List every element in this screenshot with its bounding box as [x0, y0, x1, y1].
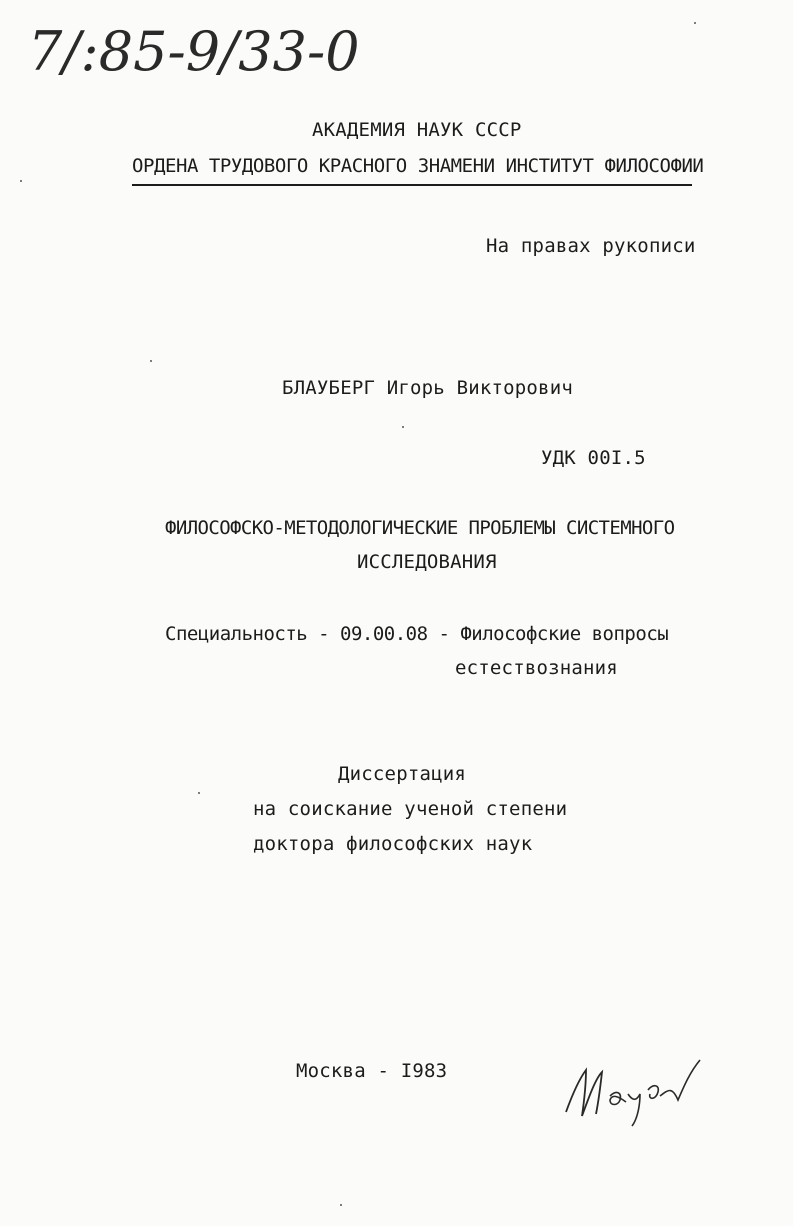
place-and-year: Москва - I983 — [296, 1060, 448, 1082]
scan-speck — [694, 22, 696, 24]
header-divider — [132, 184, 692, 186]
udk-code: УДК 00I.5 — [541, 447, 646, 469]
dissertation-title-line1: ФИЛОСОФСКО-МЕТОДОЛОГИЧЕСКИЕ ПРОБЛЕМЫ СИСТЕМНОГО — [165, 517, 675, 539]
academy-name: АКАДЕМИЯ НАУК СССР — [312, 119, 522, 141]
specialty-line2: естествознания — [455, 657, 618, 679]
author-name: БЛАУБЕРГ Игорь Викторович — [282, 377, 573, 399]
scan-speck — [340, 1204, 342, 1206]
scan-speck — [150, 360, 152, 362]
degree-line2: на соискание ученой степени — [253, 798, 568, 820]
scan-speck — [402, 426, 404, 428]
signature — [556, 1050, 716, 1130]
archive-code-text: 7/:85-9/33-0 — [28, 20, 360, 83]
archive-code-handwriting — [28, 10, 398, 90]
dissertation-title-line2: ИССЛЕДОВАНИЯ — [357, 551, 497, 573]
degree-line3: доктора философских наук — [253, 833, 533, 855]
scan-speck — [198, 792, 200, 794]
scan-speck — [20, 180, 22, 182]
specialty-line1: Специальность - 09.00.08 - Философские вопросы — [165, 623, 669, 645]
institute-name: ОРДЕНА ТРУДОВОГО КРАСНОГО ЗНАМЕНИ ИНСТИТУТ ФИЛОСОФИИ — [132, 155, 704, 177]
rights-note: На правах рукописи — [486, 235, 696, 257]
degree-line1: Диссертация — [338, 763, 467, 785]
